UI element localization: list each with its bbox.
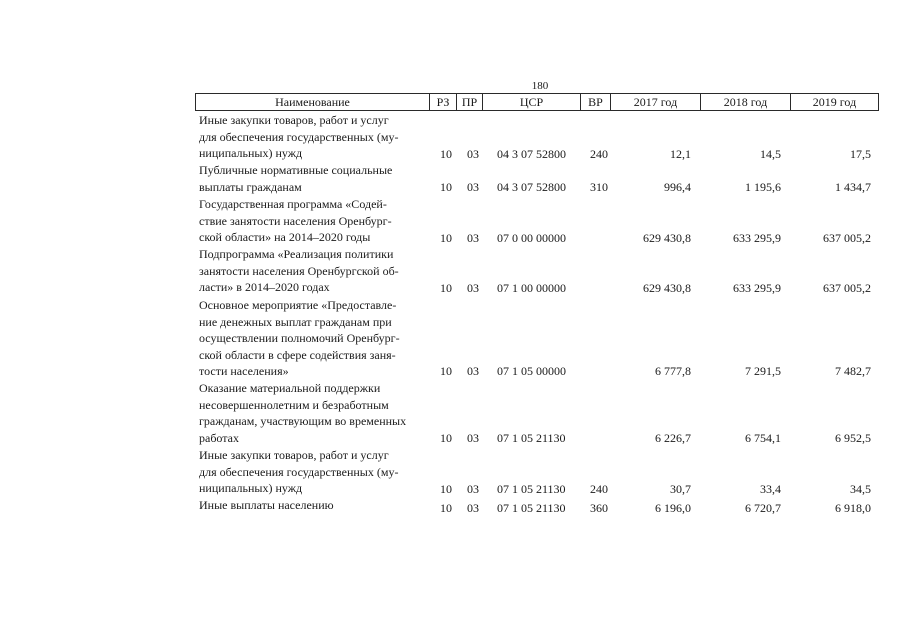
row-2017: 629 430,8 [643,231,691,245]
header-2018: 2018 год [700,94,790,110]
header-csr: ЦСР [482,94,580,110]
row-name: Оказание материальной поддержки несовершеннолетним и безработным гражданам, участвующим во временных работах [199,381,407,445]
row-2018: 633 295,9 [733,231,781,245]
table-header [195,93,879,111]
row-pr: 03 [467,231,479,245]
row-rz: 10 [440,364,452,378]
row-vr: 240 [590,147,608,161]
row-rz: 10 [440,281,452,295]
row-pr: 03 [467,180,479,194]
row-csr: 07 1 00 00000 [497,281,566,295]
row-pr: 03 [467,431,479,445]
row-name: Основное мероприятие «Предоставле- ние денежных выплат гражданам при осуществлении полномочий Оренбург- ской области в сфере содействия заня- тости населения» [199,298,400,379]
row-rz: 10 [440,501,452,515]
row-2017: 6 226,7 [655,431,691,445]
row-name: Государственная программа «Содей- ствие занятости населения Оренбург- ской области» на 2014–2020 годы [199,197,392,245]
row-2019: 6 952,5 [835,431,871,445]
row-2017: 30,7 [670,482,691,496]
header-2019: 2019 год [790,94,878,110]
page-number: 180 [531,80,549,92]
row-name: Иные закупки товаров, работ и услуг для обеспечения государственных (му- ниципальных) нужд [199,113,399,161]
row-csr: 07 1 05 00000 [497,364,566,378]
row-rz: 10 [440,431,452,445]
row-2018: 1 195,6 [745,180,781,194]
row-2017: 629 430,8 [643,281,691,295]
row-2018: 6 754,1 [745,431,781,445]
row-rz: 10 [440,482,452,496]
row-pr: 03 [467,147,479,161]
row-csr: 07 1 05 21130 [497,501,566,515]
row-2018: 6 720,7 [745,501,781,515]
row-pr: 03 [467,501,479,515]
row-csr: 07 1 05 21130 [497,431,566,445]
row-vr: 360 [590,501,608,515]
row-2019: 34,5 [850,482,871,496]
row-2019: 17,5 [850,147,871,161]
row-csr: 04 3 07 52800 [497,180,566,194]
header-vr: ВР [580,94,610,110]
row-vr: 240 [590,482,608,496]
row-2019: 7 482,7 [835,364,871,378]
row-2018: 14,5 [760,147,781,161]
row-rz: 10 [440,180,452,194]
row-csr: 07 0 00 00000 [497,231,566,245]
row-2019: 637 005,2 [823,231,871,245]
header-rz: РЗ [429,94,456,110]
row-name: Подпрограмма «Реализация политики занятости населения Оренбургской об- ласти» в 2014–2020 годах [199,247,399,295]
row-2017: 6 777,8 [655,364,691,378]
row-name: Публичные нормативные социальные выплаты гражданам [199,163,393,194]
row-2017: 6 196,0 [655,501,691,515]
row-pr: 03 [467,482,479,496]
header-pr: ПР [456,94,482,110]
row-2017: 12,1 [670,147,691,161]
row-name: Иные закупки товаров, работ и услуг для обеспечения государственных (му- ниципальных) нужд [199,448,399,496]
row-2018: 633 295,9 [733,281,781,295]
row-2019: 6 918,0 [835,501,871,515]
header-name: Наименование [275,95,350,109]
row-csr: 07 1 05 21130 [497,482,566,496]
row-name: Иные выплаты населению [199,498,334,512]
row-2018: 33,4 [760,482,781,496]
row-csr: 04 3 07 52800 [497,147,566,161]
row-2019: 637 005,2 [823,281,871,295]
row-pr: 03 [467,364,479,378]
row-pr: 03 [467,281,479,295]
row-2019: 1 434,7 [835,180,871,194]
row-vr: 310 [590,180,608,194]
header-2017: 2017 год [610,94,700,110]
row-2017: 996,4 [664,180,691,194]
row-rz: 10 [440,231,452,245]
row-2018: 7 291,5 [745,364,781,378]
row-rz: 10 [440,147,452,161]
